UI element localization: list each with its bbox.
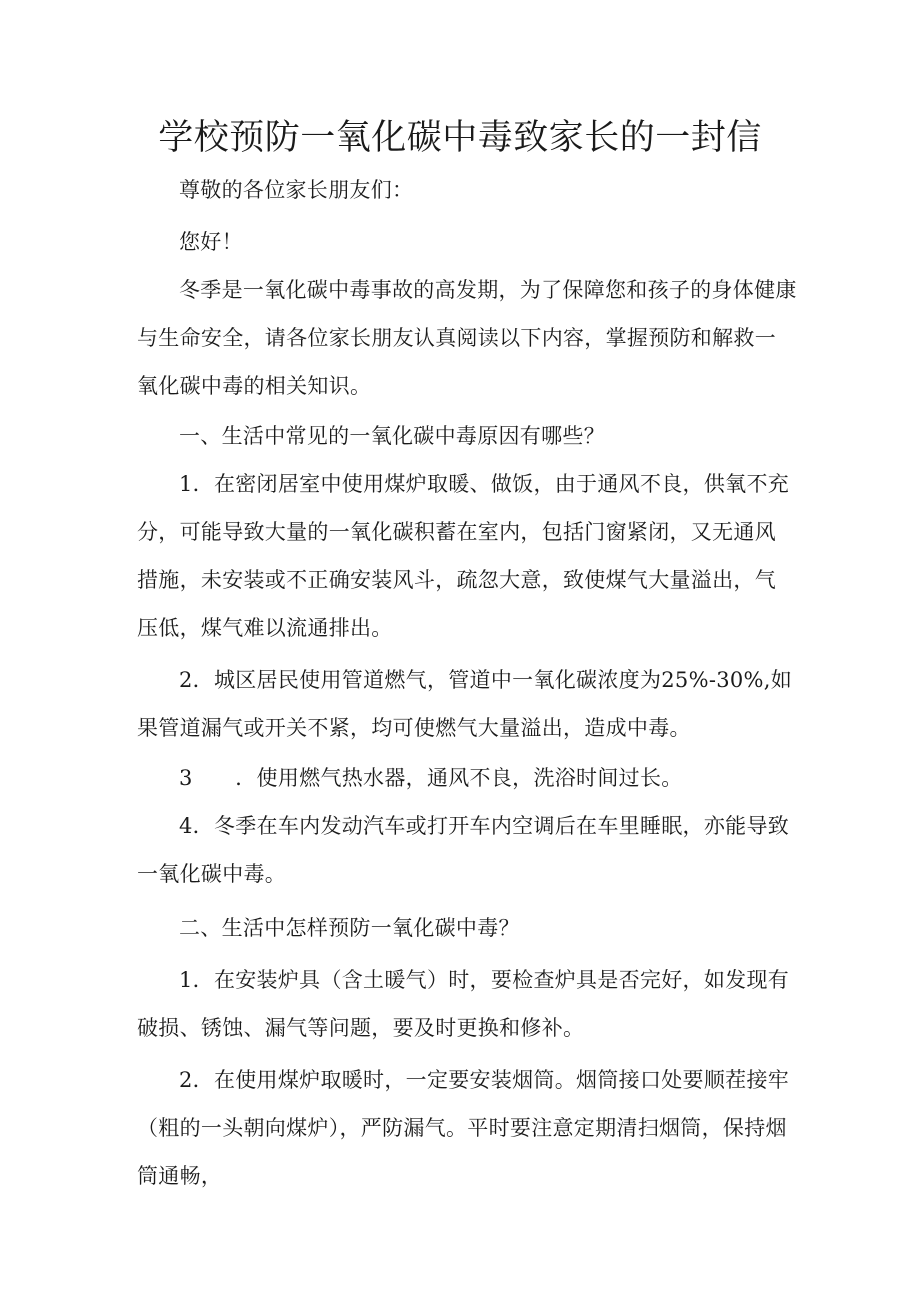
section-1-item-3: 3 ．使用燃气热水器，通风不良，洗浴时间过长。	[179, 766, 683, 790]
greeting: 您好！	[179, 230, 243, 254]
section-1-heading: 一、生活中常见的一氧化碳中毒原因有哪些？	[179, 424, 605, 448]
section-1-item-4: 4．冬季在车内发动汽车或打开车内空调后在车里睡眠，亦能导致一氧化碳中毒。	[137, 814, 790, 886]
salutation: 尊敬的各位家长朋友们：	[179, 178, 414, 202]
section-2-heading: 二、生活中怎样预防一氧化碳中毒？	[179, 916, 520, 940]
document-title: 学校预防一氧化碳中毒致家长的一封信	[158, 118, 762, 158]
section-1-item-2: 2．城区居民使用管道燃气，管道中一氧化碳浓度为25%-30%,如果管道漏气或开关不紧，均可使燃气大量溢出，造成中毒。	[137, 668, 793, 740]
section-1-item-1: 1．在密闭居室中使用煤炉取暖、做饭，由于通风不良，供氧不充分，可能导致大量的一氧化碳积蓄在室内，包括门窗紧闭，又无通风措施，未安装或不正确安装风斗，疏忽大意，致使煤气大量溢出，气压低，煤气难以流通排出。	[137, 472, 790, 640]
intro-paragraph: 冬季是一氧化碳中毒事故的高发期，为了保障您和孩子的身体健康与生命安全，请各位家长朋友认真阅读以下内容，掌握预防和解救一氧化碳中毒的相关知识。	[137, 278, 797, 398]
section-2-item-2: 2．在使用煤炉取暖时，一定要安装烟筒。烟筒接口处要顺茬接牢（粗的一头朝向煤炉），严防漏气。平时要注意定期清扫烟筒，保持烟筒通畅，	[137, 1068, 790, 1188]
section-2-item-1: 1．在安装炉具（含土暖气）时，要检查炉具是否完好，如发现有破损、锈蚀、漏气等问题，要及时更换和修补。	[137, 968, 790, 1040]
